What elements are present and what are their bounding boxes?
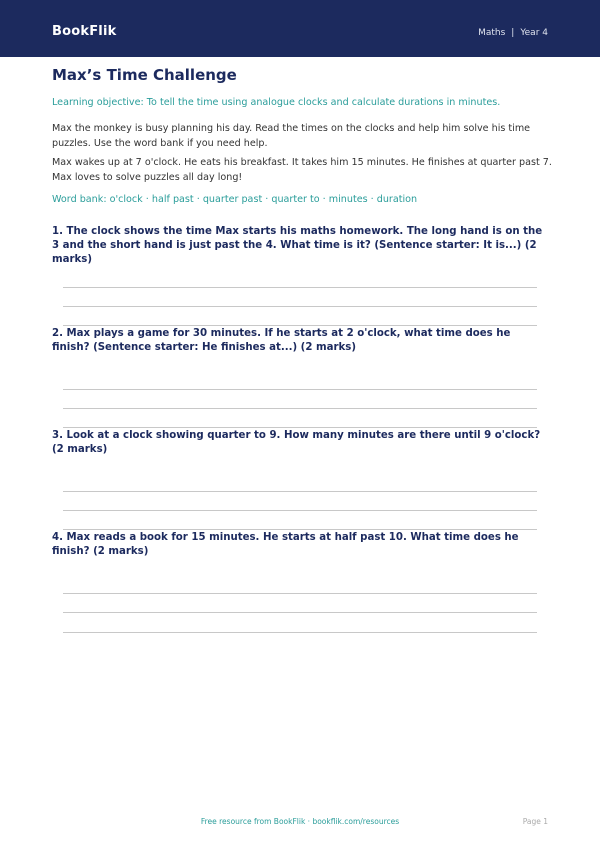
- question-1: 1. The clock shows the time Max starts his maths homework. The long hand is on the 3 and the short hand is just past the 4. What time is it? (Sentence starter: It is...) (2 marks): [52, 226, 543, 265]
- subject-year-label: [478, 28, 548, 38]
- answer-line[interactable]: [63, 306, 537, 307]
- answer-line[interactable]: [63, 427, 537, 428]
- word-bank: Word bank: o'clock · half past · quarter past · quarter to · minutes · duration: [52, 194, 418, 205]
- question-3: 3. Look at a clock showing quarter to 9. How many minutes are there until 9 o'clock? (2 marks): [52, 430, 541, 455]
- footer-credit: Free resource from BookFlik · bookflik.com/resources: [200, 817, 400, 826]
- answer-line[interactable]: [63, 491, 537, 492]
- learning-objective: Learning objective: To tell the time using analogue clocks and calculate durations in minutes.: [52, 97, 501, 108]
- year-label: Year 4: [520, 28, 548, 38]
- answer-line[interactable]: [63, 287, 537, 288]
- answer-line[interactable]: [63, 325, 537, 326]
- page-header: [0, 0, 600, 57]
- page-number: Page 1: [522, 817, 548, 826]
- answer-line[interactable]: [63, 632, 537, 633]
- answer-line[interactable]: [63, 408, 537, 409]
- meta-separator: |: [511, 28, 515, 38]
- question-4: 4. Max reads a book for 15 minutes. He starts at half past 10. What time does he finish? (2 marks): [52, 532, 519, 557]
- answer-line[interactable]: [63, 529, 537, 530]
- question-2: 2. Max plays a game for 30 minutes. If he starts at 2 o'clock, what time does he finish? (Sentence starter: He finishes at...) (2 marks): [52, 328, 511, 353]
- answer-line[interactable]: [63, 510, 537, 511]
- answer-line[interactable]: [63, 612, 537, 613]
- worksheet-title: Max’s Time Challenge: [52, 66, 237, 84]
- subject-label: Maths: [478, 28, 506, 38]
- answer-line[interactable]: [63, 593, 537, 594]
- intro-paragraph: Max the monkey is busy planning his day. Read the times on the clocks and help him solve his time puzzles. Use the word bank if you need help.: [52, 123, 531, 149]
- brand-logo-text: BookFlik: [52, 24, 117, 39]
- answer-line[interactable]: [63, 389, 537, 390]
- story-paragraph: Max wakes up at 7 o'clock. He eats his breakfast. It takes him 15 minutes. He finishes at quarter past 7. Max loves to solve puzzles all day long!: [52, 157, 552, 183]
